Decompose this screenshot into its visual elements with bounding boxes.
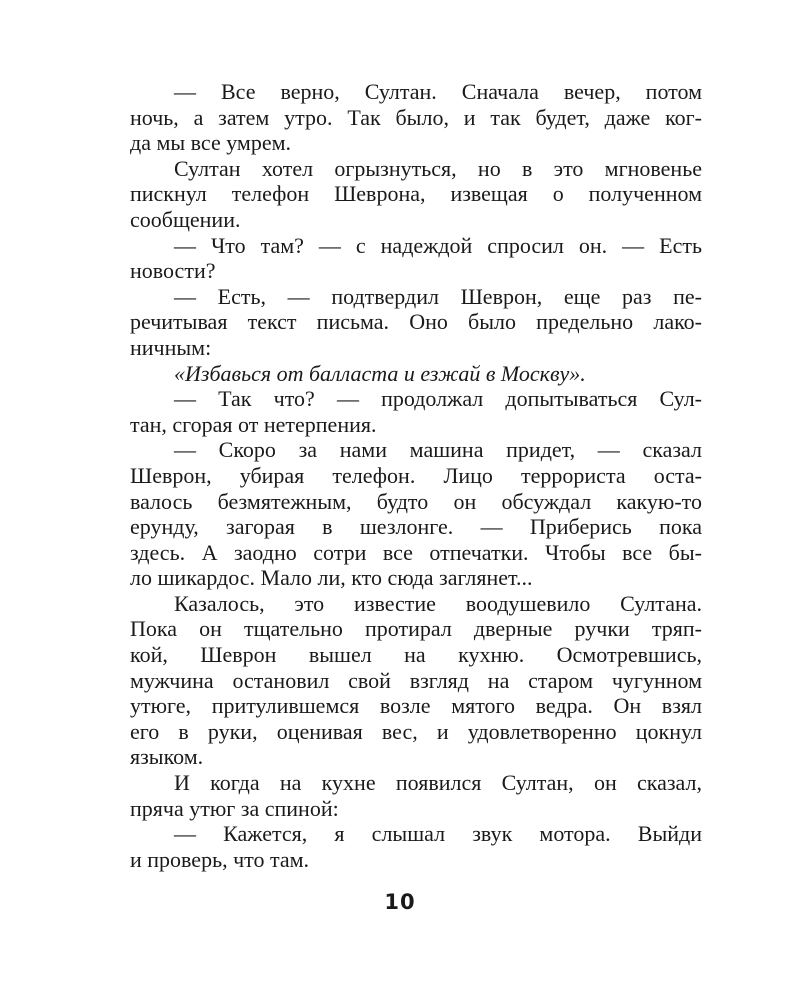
text-line: Султан хотел огрызнуться, но в это мгновенье <box>174 155 702 181</box>
text-line: пискнул телефон Шеврона, извещая о полученном <box>130 181 702 207</box>
text-line: — Есть, — подтвердил Шеврон, еще раз пе- <box>174 283 702 309</box>
text-line: ерунду, загорая в шезлонге. — Приберись пока <box>130 514 702 540</box>
text-line: Казалось, это известие воодушевило Султана. <box>174 590 702 616</box>
text-line: его в руки, оценивая вес, и удовлетворенно цокнул <box>130 718 702 744</box>
text-line: пряча утюг за спиной: <box>130 795 339 821</box>
text-line: Пока он тщательно протирал дверные ручки тряп- <box>130 616 702 642</box>
text-line: валось безмятежным, будто он обсуждал какую-то <box>130 488 702 514</box>
text-line: ничным: <box>130 334 212 360</box>
text-line: мужчина остановил свой взгляд на старом чугунном <box>130 667 702 693</box>
text-line: речитывая текст письма. Оно было предельно лако- <box>130 309 702 335</box>
text-line: — Что там? — с надеждой спросил он. — Есть <box>174 232 702 258</box>
text-line: Шеврон, убирая телефон. Лицо террориста оста- <box>130 462 702 488</box>
page-number: 10 <box>384 890 416 914</box>
text-line: здесь. А заодно сотри все отпечатки. Чтобы все бы- <box>130 539 702 565</box>
text-line: кой, Шеврон вышел на кухню. Осмотревшись, <box>130 642 702 668</box>
text-line: утюге, притулившемся возле мятого ведра. Он взял <box>130 693 702 719</box>
text-line: новости? <box>130 258 216 284</box>
quoted-message: «Избавься от балласта и езжай в Москву». <box>174 360 586 386</box>
body-text <box>130 79 702 872</box>
text-line: — Кажется, я слышал звук мотора. Выйди <box>174 821 702 847</box>
text-line: ло шикардос. Мало ли, кто сюда заглянет... <box>130 565 533 591</box>
text-line: ночь, а затем утро. Так было, и так будет, даже ког- <box>130 104 702 130</box>
text-line: языком. <box>130 744 204 770</box>
text-line: — Все верно, Султан. Сначала вечер, потом <box>174 79 702 104</box>
text-line: И когда на кухне появился Султан, он сказал, <box>174 770 702 796</box>
text-line: — Скоро за нами машина придет, — сказал <box>174 437 702 463</box>
text-line: да мы все умрем. <box>130 130 292 156</box>
text-line: — Так что? — продолжал допытываться Сул- <box>174 386 702 412</box>
text-line: сообщении. <box>130 206 241 232</box>
text-line: тан, сгорая от нетерпения. <box>130 411 377 437</box>
text-line: и проверь, что там. <box>130 846 310 872</box>
